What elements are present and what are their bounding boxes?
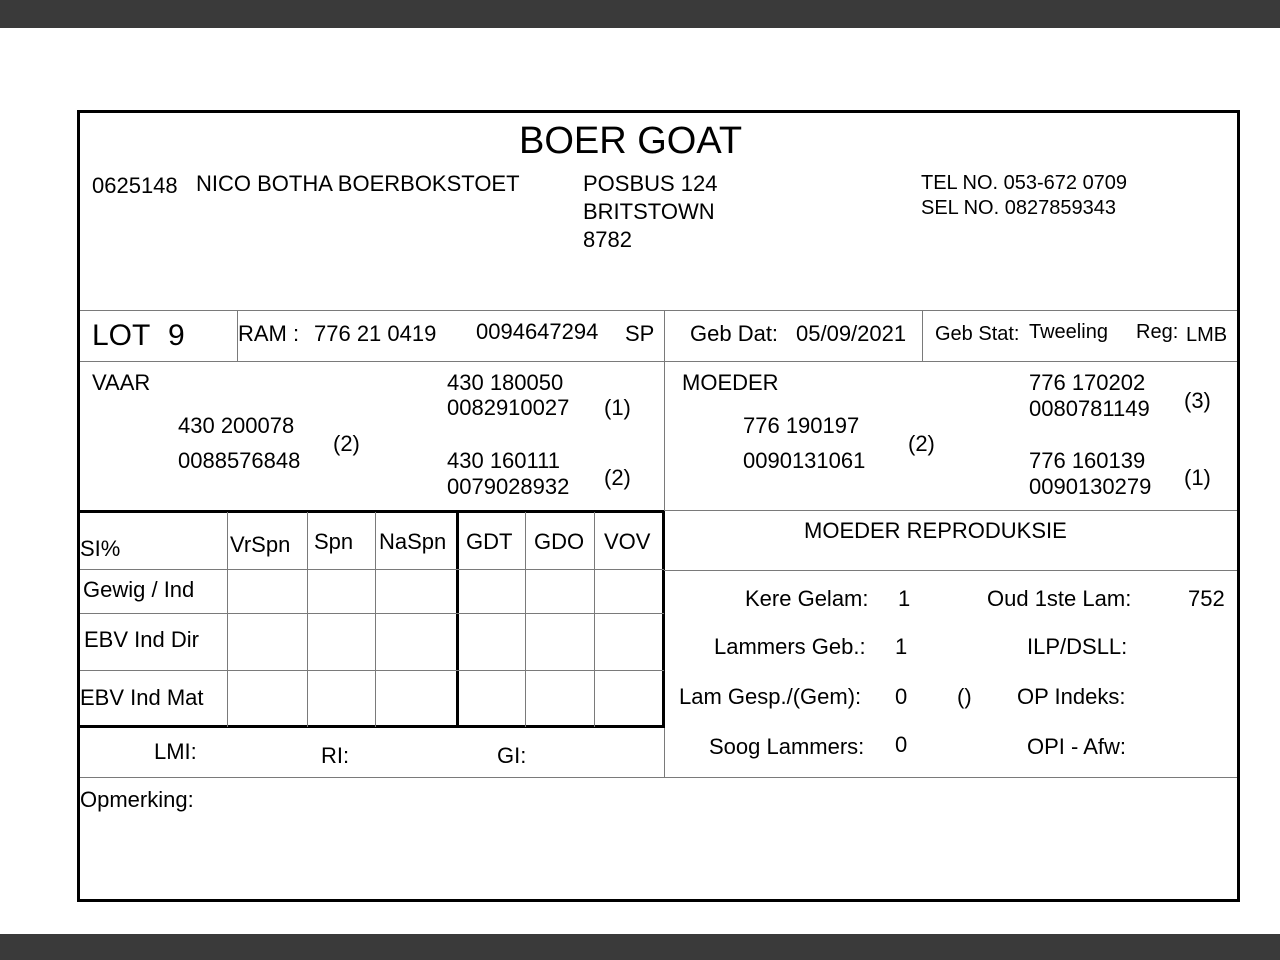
lammers-geb-value: 1 [895,634,908,659]
dam-sire-count: (3) [1184,388,1211,413]
divider-date-stat [922,310,923,361]
reproduction-title: MOEDER REPRODUKSIE [804,518,1067,543]
opi-afw-label: OPI - Afw: [1027,734,1127,759]
dam-id: 776 190197 [743,413,860,438]
table-border-right [662,510,665,728]
card-border-bottom [77,899,1240,902]
dam-dam-id: 776 160139 [1029,448,1146,473]
card-title: BOER GOAT [519,120,743,162]
table-col-divider-6 [594,512,595,727]
soog-lammers-label: Soog Lammers: [709,734,865,759]
table-col-divider-1 [227,512,228,727]
table-row-divider-2 [80,670,664,671]
divider-remarks [80,777,1237,778]
reg-value: LMB [1186,324,1228,346]
lot-label: LOT [92,319,151,352]
table-col-header: VOV [604,529,651,554]
sire-sire-reg: 0082910027 [447,395,570,420]
sel-number: SEL NO. 0827859343 [921,197,1116,219]
kere-gelam-value: 1 [898,586,911,611]
sire-sire-count: (1) [604,395,631,420]
divider-lot-top [80,310,1237,311]
soog-lammers-value: 0 [895,732,908,757]
op-indeks-label: OP Indeks: [1017,684,1126,709]
card-border-left [77,110,80,902]
tel-number: TEL NO. 053-672 0709 [921,172,1128,194]
divider-repro-title [664,570,1237,571]
sire-dam-reg: 0079028932 [447,474,570,499]
oud-1ste-lam-label: Oud 1ste Lam: [987,586,1132,611]
lammers-geb-label: Lammers Geb.: [714,634,866,659]
dam-reg: 0090131061 [743,448,866,473]
table-col-header: GDT [466,529,513,554]
bottom-frame-bar [0,934,1280,960]
card-border-top [77,110,1240,113]
table-col-header: NaSpn [379,529,447,554]
table-border-bottom [80,725,665,728]
table-row-label: EBV Ind Dir [84,627,199,652]
ilp-dsll-label: ILP/DSLL: [1027,634,1128,659]
table-col-divider-2 [307,512,308,727]
ram-reg-number: 0094647294 [476,319,599,344]
table-divider-thick [456,510,459,728]
dam-sire-id: 776 170202 [1029,370,1146,395]
birth-status-label: Geb Stat: [935,323,1020,345]
sire-label: VAAR [92,370,151,395]
table-col-header: VrSpn [230,532,291,557]
table-corner-label: SI% [80,536,121,561]
sire-dam-count: (2) [604,465,631,490]
address-line-1: POSBUS 124 [583,171,718,196]
table-col-divider-3 [375,512,376,727]
table-row-label: EBV Ind Mat [80,685,204,710]
table-header-divider [80,569,664,570]
ram-id: 776 21 0419 [314,321,437,346]
sire-dam-id: 430 160111 [447,448,560,473]
sire-sire-id: 430 180050 [447,370,564,395]
lmi-label: LMI: [154,739,197,764]
birth-date: 05/09/2021 [796,321,907,346]
lam-gesp-average: () [957,684,972,709]
table-border-top [80,510,665,513]
lam-gesp-label: Lam Gesp./(Gem): [679,684,862,709]
table-col-header: Spn [314,529,354,554]
dam-label: MOEDER [682,370,779,395]
card-border-right [1237,110,1240,902]
ri-label: RI: [321,743,350,768]
dam-sire-reg: 0080781149 [1029,396,1150,421]
divider-lot-bottom [80,361,1237,362]
table-col-header: GDO [534,529,585,554]
kere-gelam-label: Kere Gelam: [745,586,869,611]
breeder-name: NICO BOTHA BOERBOKSTOET [196,171,520,196]
table-row-label: Gewig / Ind [83,577,195,602]
divider-repro-top [664,510,1237,511]
ram-sp: SP [625,321,655,346]
birth-status: Tweeling [1029,321,1108,343]
sire-id: 430 200078 [178,413,295,438]
remarks-label: Opmerking: [80,787,194,812]
lam-gesp-value: 0 [895,684,908,709]
ram-label: RAM : [238,321,300,346]
breeder-code: 0625148 [92,173,178,198]
dam-dam-count: (1) [1184,465,1211,490]
sire-count: (2) [333,431,360,456]
birth-date-label: Geb Dat: [690,321,779,346]
reg-label: Reg: [1136,321,1179,343]
table-row-divider-1 [80,613,664,614]
gi-label: GI: [497,743,527,768]
oud-1ste-lam-value: 752 [1188,586,1225,611]
dam-dam-reg: 0090130279 [1029,474,1152,499]
lot-number: 9 [168,319,185,352]
top-frame-bar [0,0,1280,28]
address-line-3: 8782 [583,227,632,252]
address-line-2: BRITSTOWN [583,199,715,224]
sire-reg: 0088576848 [178,448,301,473]
dam-count: (2) [908,431,935,456]
table-col-divider-5 [525,512,526,727]
